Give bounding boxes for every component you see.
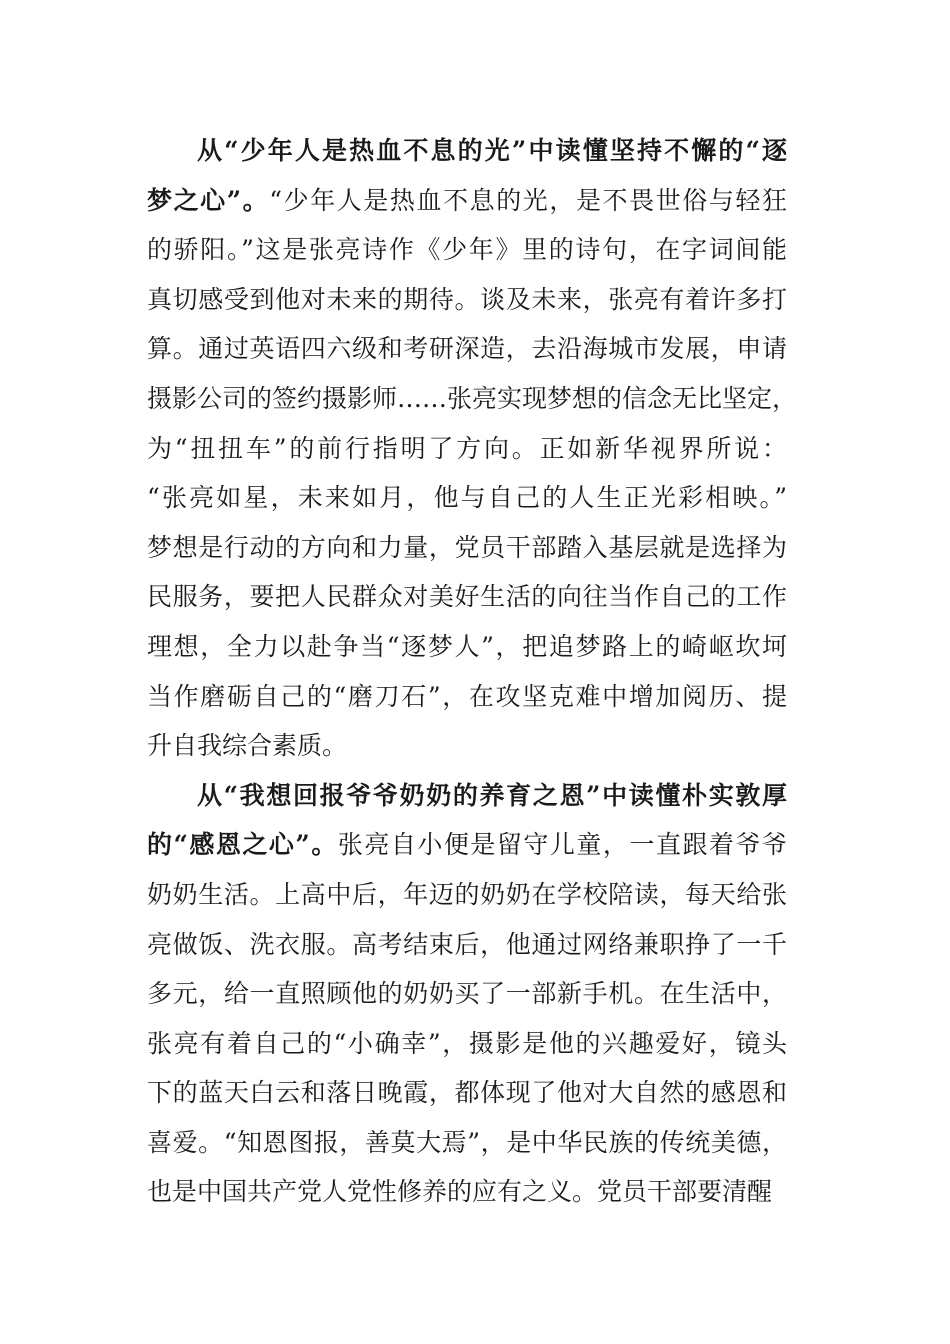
body-text: 多元，给一直照顾他的奶奶买了一部新手机。在生活中，: [147, 979, 787, 1009]
body-text: 当作磨砺自己的“磨刀石”，在攻坚克难中增加阅历、提: [147, 681, 787, 711]
paragraph-line: [147, 1019, 787, 1069]
paragraph-line: [147, 622, 787, 672]
body-text: 为“扭扭车”的前行指明了方向。正如新华视界所说：: [147, 433, 787, 463]
body-text: 摄影公司的签约摄影师……张亮实现梦想的信念无比坚定，: [147, 383, 798, 413]
paragraph-line: [147, 324, 787, 374]
body-text: 真切感受到他对未来的期待。谈及未来，张亮有着许多打: [147, 284, 787, 314]
paragraph-line: [147, 473, 787, 523]
body-text: 喜爱。“知恩图报，善莫大焉”，是中华民族的传统美德，: [147, 1127, 787, 1157]
article-body: [147, 126, 798, 1217]
bold-heading-text: 梦之心”。: [147, 185, 270, 215]
body-text: 民服务，要把人民群众对美好生活的向往当作自己的工作: [147, 582, 787, 612]
paragraph-line: [147, 820, 787, 870]
bold-heading-text: 从“少年人是热血不息的光”中读懂坚持不懈的“逐: [197, 136, 787, 165]
paragraph-line: [147, 920, 787, 970]
body-text: 梦想是行动的方向和力量，党员干部踏入基层就是选择为: [147, 532, 787, 562]
bold-heading-text: 从“我想回报爷爷奶奶的养育之恩”中读懂朴实敦厚: [197, 780, 787, 810]
paragraph-line: [147, 424, 787, 474]
body-text: 的骄阳。”这是张亮诗作《少年》里的诗句，在字词间能: [147, 235, 787, 265]
paragraph-line: [147, 572, 787, 622]
paragraph-line: [147, 225, 787, 275]
body-text: 奶奶生活。上高中后，年迈的奶奶在学校陪读，每天给张: [147, 879, 787, 909]
body-text: 张亮有着自己的“小确幸”，摄影是他的兴趣爱好，镜头: [147, 1028, 787, 1058]
body-text: 张亮自小便是留守儿童，一直跟着爷爷: [337, 830, 787, 860]
body-text: 升自我综合素质。: [147, 731, 348, 761]
paragraph-line: [147, 523, 787, 573]
paragraph-line: [147, 176, 787, 226]
body-text: 亮做饭、洗衣服。高考结束后，他通过网络兼职挣了一千: [147, 929, 787, 959]
bold-heading-text: 的“感恩之心”。: [147, 830, 338, 860]
body-text: 算。通过英语四六级和考研深造，去沿海城市发展，申请: [147, 334, 787, 364]
paragraph-line: [147, 275, 787, 325]
body-text: 也是中国共产党人党性修养的应有之义。党员干部要清醒: [147, 1177, 773, 1207]
paragraph-line: [147, 672, 787, 722]
paragraph-first-line: [147, 126, 787, 176]
body-text: 理想，全力以赴争当“逐梦人”，把追梦路上的崎岖坎坷: [147, 631, 787, 661]
paragraph-line: [147, 1167, 787, 1217]
paragraph-line: [147, 374, 798, 424]
paragraph-line: [147, 870, 787, 920]
body-text: “少年人是热血不息的光，是不畏世俗与轻狂: [269, 185, 787, 215]
paragraph-line: [147, 1118, 787, 1168]
body-text: “张亮如星，未来如月，他与自己的人生正光彩相映。”: [147, 483, 787, 513]
paragraph-first-line: [147, 771, 787, 821]
paragraph-line: [147, 969, 787, 1019]
paragraph-line: [147, 1068, 787, 1118]
body-text: 下的蓝天白云和落日晚霞，都体现了他对大自然的感恩和: [147, 1078, 787, 1108]
paragraph-line: [147, 721, 787, 771]
